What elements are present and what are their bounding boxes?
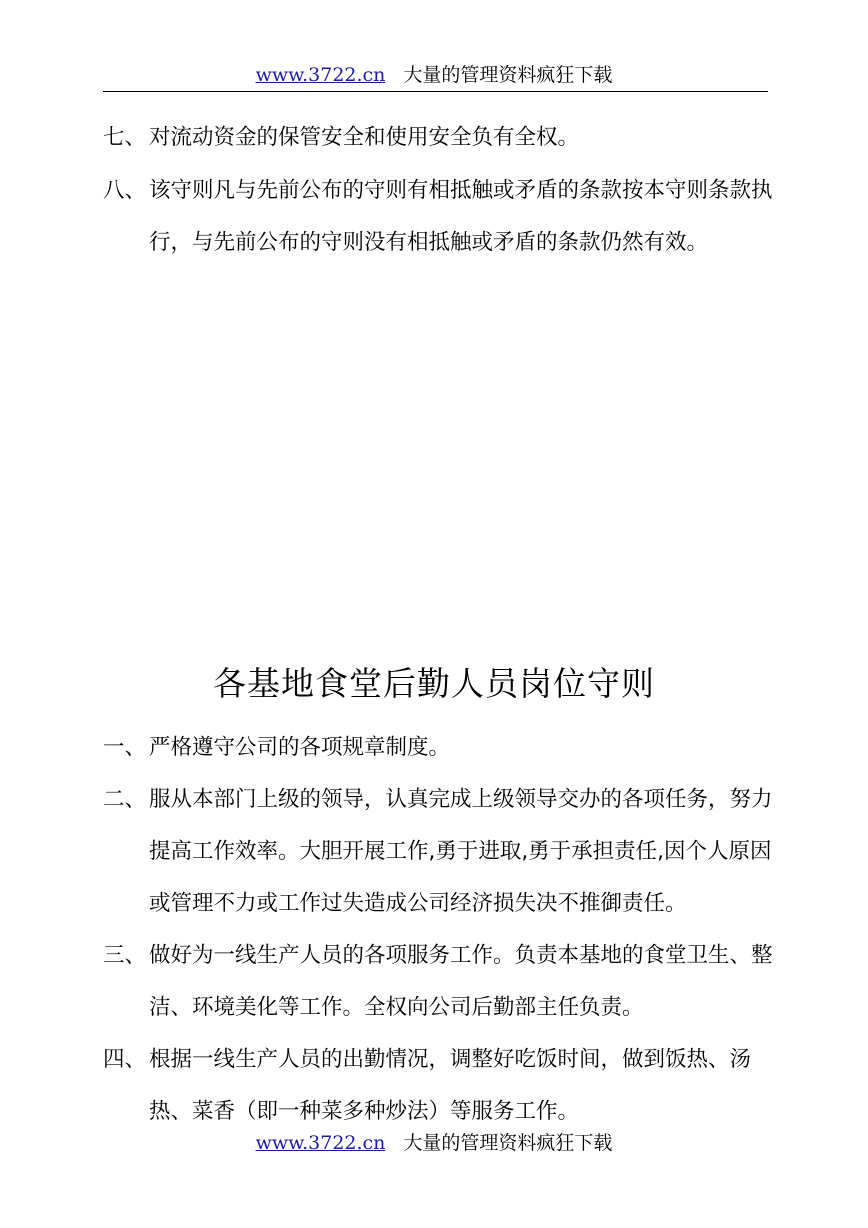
list-item [103, 1034, 773, 1138]
list-item [103, 165, 773, 270]
item-number: 三、 [103, 943, 147, 968]
item-number: 七、 [103, 125, 147, 150]
list-item [103, 112, 773, 165]
item-number: 二、 [103, 787, 147, 812]
item-text: 该守则凡与先前公布的守则有相抵触或矛盾的条款按本守则条款执行，与先前公布的守则没有相抵触或矛盾的条款仍然有效。 [149, 177, 773, 255]
item-number: 一、 [103, 735, 147, 760]
item-text: 严格遵守公司的各项规章制度。 [149, 735, 451, 760]
page-footer [0, 1131, 868, 1155]
item-text: 对流动资金的保管安全和使用安全负有全权。 [149, 125, 580, 150]
list-item [103, 774, 773, 930]
header-divider [103, 91, 768, 92]
list-item [103, 930, 773, 1034]
item-number: 四、 [103, 1047, 147, 1072]
header-slogan: 大量的管理资料疯狂下载 [403, 64, 613, 86]
item-text: 服从本部门上级的领导，认真完成上级领导交办的各项任务，努力提高工作效率。大胆开展工作,勇于进取,勇于承担责任,因个人原因或管理不力或工作过失造成公司经济损失决不推御责任。 [149, 787, 773, 916]
item-text: 根据一线生产人员的出勤情况，调整好吃饭时间，做到饭热、汤热、菜香（即一种菜多种炒法）等服务工作。 [149, 1047, 752, 1124]
top-items-list [103, 112, 773, 270]
list-item [103, 722, 773, 774]
page-header [0, 63, 868, 87]
rules-list [103, 722, 773, 1138]
header-site-link[interactable]: www.3722.cn [255, 64, 386, 86]
footer-site-link[interactable]: www.3722.cn [255, 1132, 386, 1154]
item-number: 八、 [103, 177, 147, 203]
footer-slogan: 大量的管理资料疯狂下载 [403, 1132, 613, 1154]
item-text: 做好为一线生产人员的各项服务工作。负责本基地的食堂卫生、整洁、环境美化等工作。全权向公司后勤部主任负责。 [149, 943, 773, 1020]
section-title: 各基地食堂后勤人员岗位守则 [213, 664, 655, 703]
